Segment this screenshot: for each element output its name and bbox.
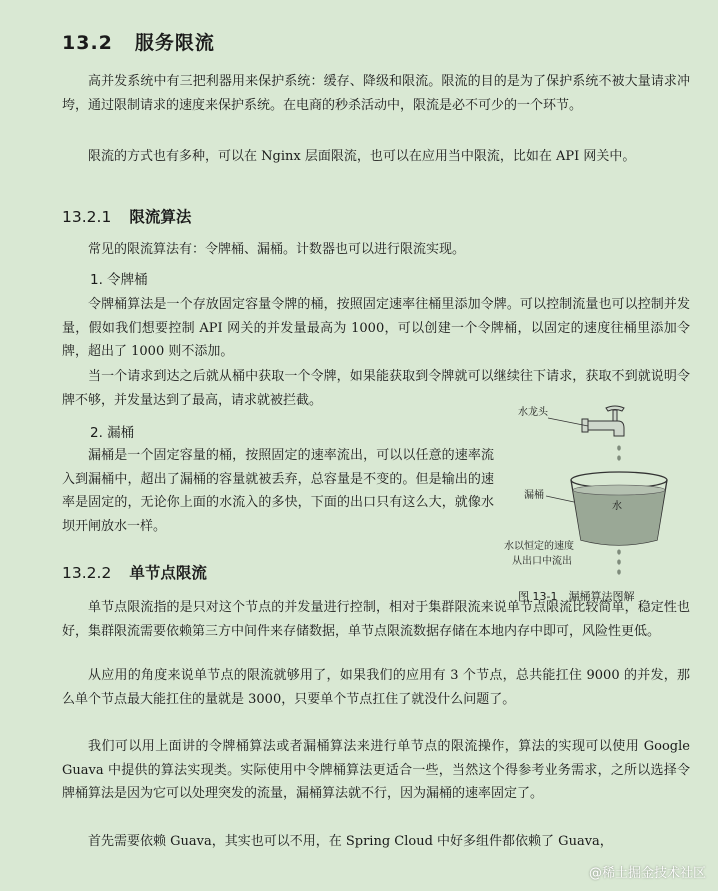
subsection-number: 13.2.2 (62, 564, 112, 582)
algorithm-intro: 常见的限流算法有：令牌桶、漏桶。计数器也可以进行限流实现。 (88, 242, 466, 257)
token-bucket-heading: 1. 令牌桶 (90, 272, 148, 288)
leaky-bucket-heading: 2. 漏桶 (90, 425, 135, 441)
subsection-heading-single-node (62, 561, 207, 583)
inflow-drops (617, 445, 621, 460)
outflow-drops (617, 549, 621, 574)
single-node-paragraph-2: 从应用的角度来说单节点的限流就够用了，如果我们的应用有 3 个节点，总共能扛住 9000 的并发，那么单个节点最大能扛住的量就是 3000，只要单个节点扛住了就没什么问题了。 (62, 668, 690, 707)
watermark: @稀土掘金技术社区 (588, 866, 706, 881)
figure-caption: 图 13-1 漏桶算法图解 (518, 590, 635, 603)
faucet-icon (582, 406, 624, 436)
outflow-label-line2: 从出口中流出 (512, 556, 572, 567)
tap-label: 水龙头 (518, 407, 548, 418)
bucket-pointer-line (546, 496, 574, 502)
water-label: 水 (612, 501, 622, 512)
intro-paragraph-2: 限流的方式也有多种，可以在 Nginx 层面限流，也可以在应用当中限流，比如在 API 网关中。 (88, 149, 636, 164)
bucket-label: 漏桶 (524, 490, 544, 501)
token-bucket-paragraph-2: 当一个请求到达之后就从桶中获取一个令牌，如果能获取到令牌就可以继续往下请求，获取不到就说明令牌不够，并发量达到了最高，请求就被拦截。 (62, 369, 690, 408)
single-node-paragraph-4: 首先需要依赖 Guava，其实也可以不用，在 Spring Cloud 中好多组件都依赖了 Guava， (88, 834, 613, 849)
subsection-title: 单节点限流 (129, 564, 207, 582)
section-title: 服务限流 (134, 32, 215, 54)
outflow-label-line1: 水以恒定的速度 (504, 541, 574, 552)
leaky-bucket-paragraph: 漏桶是一个固定容量的桶，按照固定的速率流出，可以以任意的速率流入到漏桶中，超出了漏桶的容量就被丢弃，总容量是不变的。但是输出的速率是固定的，无论你上面的水流入的多快，下面的出口只有这么大，就像水坝开闸放水一样。 (62, 448, 494, 534)
single-node-paragraph-3: 我们可以用上面讲的令牌桶算法或者漏桶算法来进行单节点的限流操作，算法的实现可以使用 Google Guava 中提供的算法实现类。实际使用中令牌桶算法更适合一些，当然这个得参考业务需求，之所以选择令牌桶算法是因为它可以处理突发的流量，漏桶算法就不行，因为漏桶的速率固定了。 (62, 739, 690, 801)
token-bucket-paragraph-1: 令牌桶算法是一个存放固定容量令牌的桶，按照固定速率往桶里添加令牌。可以控制流量也可以控制并发量，假如我们想要控制 API 网关的并发量最高为 1000，可以创建一个令牌桶，以固定的速度往桶里添加令牌，超出了 1000 则不添加。 (62, 297, 690, 359)
leaky-bucket-figure (498, 398, 708, 608)
section-heading (62, 28, 215, 55)
intro-paragraph-1: 高并发系统中有三把利器用来保护系统：缓存、降级和限流。限流的目的是为了保护系统不被大量请求冲垮，通过限制请求的速度来保护系统。在电商的秒杀活动中，限流是必不可少的一个环节。 (62, 74, 690, 113)
subsection-title: 限流算法 (129, 208, 192, 226)
section-number: 13.2 (62, 32, 113, 54)
subsection-number: 13.2.1 (62, 208, 112, 226)
subsection-heading-algorithms (62, 205, 191, 227)
single-node-paragraph-1: 单节点限流指的是只对这个节点的并发量进行控制，相对于集群限流来说单节点限流比较简单，稳定性也好，集群限流需要依赖第三方中间件来存储数据，单节点限流数据存储在本地内存中即可，风险性更低。 (62, 600, 690, 639)
